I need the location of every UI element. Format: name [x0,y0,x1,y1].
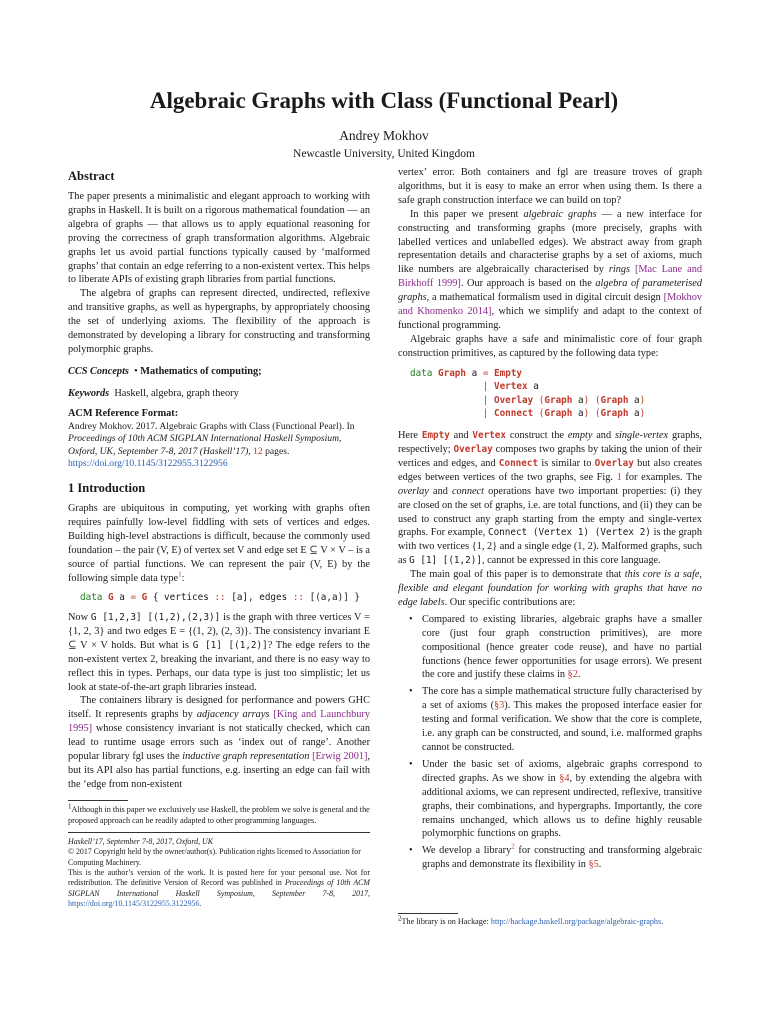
copyright-doi-link[interactable]: https://doi.org/10.1145/3122955.3122956 [68,899,200,909]
acm-ref-pages-word: pages. [262,445,290,457]
right-p1-b: — a new interface for constructing and transforming graphs (more precisely, graphs with labelled vertices and unlabelled edges). We abstract away from graph representation details and characterise graphs by a set of axioms, much like numbers are algebraically characterised by [398,208,702,276]
intro-p3-em1: adjacency arrays [196,709,270,721]
intro-p2-code1: G [1,2,3] [(1,2),(2,3)] [90,612,221,623]
code-rest2: [a], edges [225,592,293,604]
code-line-1 [410,367,702,381]
bullet-1-text: Compared to existing libraries, algebraic graphs have a smaller core (just four graph construction primitives), are more compositional (hence greater code reuse), and have no partial functions (hence fewer opportunities for usage errors). We present the core and justify these claims in [422,613,702,681]
code-rp-3: ) [583,408,590,420]
footnote-2-text: The library is on Hackage: [401,917,491,926]
code-ctor-overlay: Overlay [493,394,534,406]
copyright-version-note [68,868,370,910]
footnote-1-mark: 1 [68,802,72,811]
code-ctor-G: G [141,592,148,604]
footnote-divider [68,800,128,801]
code-eq: = [130,592,137,604]
code-data-G [80,591,370,605]
intro-p2-b: is the graph with three vertices V = {1, 2, 3} and two edges E = {(1, 2), (2, 3)}. The consistency invariant E ⊆ V × V holds. But what is [68,612,370,651]
code-rp-2: ) [639,394,646,406]
code-line-4 [410,407,702,421]
footnote-1 [68,804,370,826]
figure-1-link[interactable]: 1 [616,471,622,483]
right-p1-em3: algebra of parameterised graphs [398,278,702,304]
copyright-line-3-end: . [199,899,202,909]
acm-ref-venue: Proceedings of 10th ACM SIGPLAN International Haskell Symposium, Oxford, UK, September 7-8, 2017 (Haskell’17), [68,433,342,457]
bullet-3-end: , by extending the algebra with additional axioms, we can represent undirected, reflexive, transitive graphs, their combinations, and hypergraphs. Importantly, the core remains unchanged, which allows us to define highly reusable polymorphic functions on graphs. [422,772,703,840]
left-column [68,168,370,910]
code-arg-a-4: a [634,408,640,420]
ccs-label: CCS Concepts [68,365,129,377]
acm-ref-doi-link[interactable]: https://doi.org/10.1145/3122955.3122956 [68,458,228,470]
section-3-link[interactable]: §3 [494,700,505,712]
right-p3-em3: overlay [398,485,429,497]
right-p4-b: . Our specific contributions are: [444,596,576,608]
acm-reference-heading: ACM Reference Format: [68,407,179,419]
footnote-1-marker[interactable]: 1 [178,570,182,579]
section-4-link[interactable]: §4 [559,772,570,784]
right-p3-code-overlay: Overlay [453,443,493,455]
footnote-2-end: . [661,917,664,926]
copyright-line-3-em: Proceedings of 10th ACM SIGPLAN International Haskell Symposium, September 7-8, 2017 [68,878,370,898]
code-graph-arg-4: Graph [600,408,629,420]
code-rp-4: ) [639,408,646,420]
cite-erwig[interactable]: [Erwig 2001] [312,751,368,763]
list-item [398,844,702,872]
cite-maclane-birkhoff[interactable]: [Mac Lane and Birkhoff 1999] [398,264,703,290]
copyright-line-1: Haskell’17, September 7-8, 2017, Oxford, UK [68,836,214,846]
code-line-2 [410,380,702,394]
code-type-G: G [108,592,114,604]
code-graph-arg-2: Graph [600,394,629,406]
intro-p3-a: The containers library is designed for performance and powers GHC itself. It represents graphs by [68,695,370,721]
code-lp-2: ( [594,394,601,406]
code-arg-a-2: a [634,394,640,406]
list-item [398,758,702,841]
cite-mokhov-khomenko[interactable]: [Mokhov and Khomenko 2014] [398,292,702,318]
author-affiliation: Newcastle University, United Kingdom [293,148,475,160]
intro-p3-em2: inductive graph representation [182,751,310,763]
bullet-4-text: We develop a library [422,845,512,857]
footnote-divider-right [398,913,458,914]
right-p3-d: and [592,430,615,442]
right-paragraph-1 [398,208,702,333]
intro-p2-code2: G [1] [(1,2)] [192,639,268,651]
right-p3-h: but also creates edges between vertices of the two graphs, see Fig. [398,457,702,483]
code-arg-a-1: a [578,394,584,406]
cite-king-launchbury[interactable]: [King and Launchbury 1995] [68,709,370,735]
right-paragraph-3 [398,429,702,568]
bullet-2-text: The core has a simple mathematical structure fully characterised by a set of axioms ( [422,686,702,712]
right-p1-e: , which we simplify and adapt to the context of functional programming. [398,306,702,331]
code-colons2: :: [292,592,305,604]
code-bar-3: | [482,408,489,420]
footnote-2-marker[interactable]: 2 [511,842,515,851]
intro-paragraph-3 [68,694,370,791]
right-p3-m: , cannot be expressed in this core language. [481,555,661,567]
code-lp-4: ( [594,408,601,420]
code-graph-arg-1: Graph [544,394,573,406]
right-p4-a: The main goal of this paper is to demonstrate that [410,569,625,581]
intro-heading: 1 Introduction [68,480,146,495]
right-p3-em1: empty [567,430,593,442]
right-p3-i: for examples. The [621,471,702,483]
right-p1-em1: algebraic graphs [523,208,597,220]
ccs-concepts [68,365,370,379]
right-p3-code-malformed: G [1] [(1,2)] [409,555,482,567]
code-var-a: a [119,592,125,604]
section-2-link[interactable]: §2 [567,669,578,681]
code-type-graph: Graph [438,367,466,379]
keywords-label: Keywords [68,387,110,399]
intro-paragraph-1 [68,502,370,585]
contributions-list [398,613,702,872]
code-lp-1: ( [538,394,545,406]
right-paragraph-4 [398,568,702,610]
code-bar-1: | [482,381,489,393]
acm-ref-text-a: Andrey Mokhov. 2017. Algebraic Graphs with Class (Functional Pearl). In [68,420,355,432]
right-p3-j: and [428,485,452,497]
bullet-2-end: ). This makes the proposed interface easier for testing and formal verification. We show that the core is complete, i.e. any graph can be constructed, and sound, i.e. malformed graphs cannot be constructed. [422,700,702,753]
copyright-venue [68,837,370,847]
code-kw-data-2: data [410,367,433,379]
ccs-bullet: • [134,365,138,377]
list-item [398,613,702,683]
abstract-paragraph-1: The paper presents a minimalistic and elegant approach to working with graphs in Haskell. It is built on a rigorous mathematical foundation — an algebra of graphs — that allows us to apply equational reasoning for proving the correctness of graph transformation algorithms. Algebraic graphs let us avoid partial functions typically caused by ‘malformed graphs’ that contain an edge referring to a non-existent vertex. This helps to liberate APIs of existing graph libraries from partial functions. [68,191,370,286]
right-p3-code-connect: Connect [498,457,539,469]
code-arg-a: a [533,381,539,393]
right-p1-c: . Our approach is based on the [460,278,596,290]
intro-paragraph-2 [68,611,370,694]
code-lp-3: ( [538,408,545,420]
right-p3-code-connect-example: Connect (Vertex 1) (Vertex 2) [487,527,651,539]
keywords [68,387,370,401]
right-p3-l: is the graph with two vertices {1, 2} and a single edge (1, 2). Malformed graphs, such as [398,527,702,567]
author-name: Andrey Mokhov [339,128,429,143]
bullet-4-end: . [598,859,602,871]
code-ctor-empty: Empty [494,367,523,379]
right-p3-code-empty: Empty [421,430,450,442]
right-p3-c: construct the [505,430,568,442]
right-p3-k: operations have two important properties: (i) they are closed on the set of graphs, i.e. are total functions, and (ii) they can be used to construct any graph starting from the empty and single-vertex graphs. For example, [398,485,703,539]
keywords-value: Haskell, algebra, graph theory [114,387,239,399]
right-p1-em2: rings [608,264,631,276]
right-p3-a: Here [398,430,422,442]
copyright-line-3a: This is the author’s version of the work. It is posted here for your personal use. Not for redistribution. The definitive Version of Record was published in [68,868,370,888]
intro-p2-a: Now [68,612,91,623]
bullet-4-text-b: for constructing and transforming algebraic graphs and demonstrate its flexibility in [422,845,702,871]
code-graph-arg-3: Graph [544,408,573,420]
right-p3-b: and [449,430,473,442]
right-p3-e: graphs, respectively; [398,430,703,455]
code-bar-2: | [482,394,489,406]
abstract-paragraph-2: The algebra of graphs can represent directed, undirected, reflexive and transitive graphs, as well as hypergraphs, by appropriately choosing the set of underlying axioms. The flexibility of the approach is demonstrated by developing a library for constructing and transforming polymorphic graphs. [68,288,370,355]
right-p3-code-overlay-2: Overlay [594,457,634,469]
intro-p2-c: ? The edge refers to the non-existent vertex 2, breaking the invariant, and there is no easy way to reflect this in types. Perhaps, our data type is just too simplistic; let us look at state-of-the-art graph libraries instead. [68,639,371,693]
code-arg-a-3: a [578,408,584,420]
right-p4-em: this core is a safe, flexible and elegant foundation for working with graphs that have no edge labels [398,569,703,608]
bullet-1-end: . [577,669,581,681]
intro-p1-end: : [181,572,185,584]
paper-title: Algebraic Graphs with Class (Functional Pearl) [149,88,619,113]
code-graph-datatype [410,367,702,421]
code-rest3: [(a,a)] } [304,592,360,604]
section-5-link[interactable]: §5 [588,859,599,871]
acm-reference-text [68,421,370,471]
bullet-3-text: Under the basic set of axioms, algebraic graphs correspond to directed graphs. As we show in [422,758,702,784]
footnote-2-mark: 2 [398,914,402,923]
right-column [398,166,702,875]
footnote-1-text: Although in this paper we exclusively use Haskell, the problem we solve is general and the proposed approach can be readily adapted to other programming languages. [68,804,370,825]
code-eq-2: = [482,367,489,379]
list-item [398,685,702,755]
right-p1-a: In this paper we present [410,208,524,220]
right-p3-em4: connect [451,485,484,497]
intro-p1-text: Graphs are ubiquitous in computing, yet working with graphs often requires painfully low-level fiddling with sets of vertices and edges. Building high-level abstractions is difficult, because the commonly used foundation – the pair (V, E) of vertex set V and edge set E ⊆ V × V – is a source of partial functions. We can represent the pair (V, E) by the following simple data type [68,502,370,584]
code-ctor-connect: Connect [493,408,534,420]
copyright-block [68,832,370,910]
code-rp-1: ) [583,394,590,406]
code-colons1: :: [214,592,226,604]
right-p3-f: composes two graphs by taking the union of their vertices and edges, and [398,443,702,469]
right-paragraph-2: Algebraic graphs have a safe and minimalistic core of four graph construction primitives, as captured by the following data type: [398,333,702,359]
right-p1-d: , a mathematical formalism used in digital circuit design [426,292,664,304]
code-line-3 [410,394,702,408]
intro-p3-b: whose consistency invariant is not statically checked, which can lead to runtime usage errors such as ‘index out of range’. Another popular library fgl uses the [68,723,370,763]
code-ctor-vertex: Vertex [493,381,528,393]
right-paragraph-0: vertex’ error. Both containers and fgl are treasure troves of graph algorithms, but it is easy to make an error when using them. Is there a safe graph construction interface we can build on top? [398,167,702,206]
copyright-notice: © 2017 Copyright held by the owner/author(s). Publication rights licensed to Association for Computing Machinery. [68,847,361,867]
right-p3-em2: single-vertex [614,430,669,442]
code-rest1: { vertices [147,592,215,604]
acm-ref-pages-link[interactable]: 12 [253,445,263,457]
right-p3-g: is similar to [538,457,595,469]
intro-p3-c: , but its API also has partial functions, e.g. inserting an edge can fail with the ‘edge from non-existent [68,751,370,790]
copyright-line-3b: , [368,888,370,898]
hackage-link[interactable]: http://hackage.haskell.org/package/algebraic-graphs [490,917,662,926]
code-var-a-2: a [471,367,478,379]
footnote-2 [398,916,702,927]
code-kw-data: data [80,592,103,604]
abstract-heading: Abstract [68,169,115,183]
right-p3-code-vertex: Vertex [472,430,506,442]
ccs-value: Mathematics of computing; [140,365,262,377]
